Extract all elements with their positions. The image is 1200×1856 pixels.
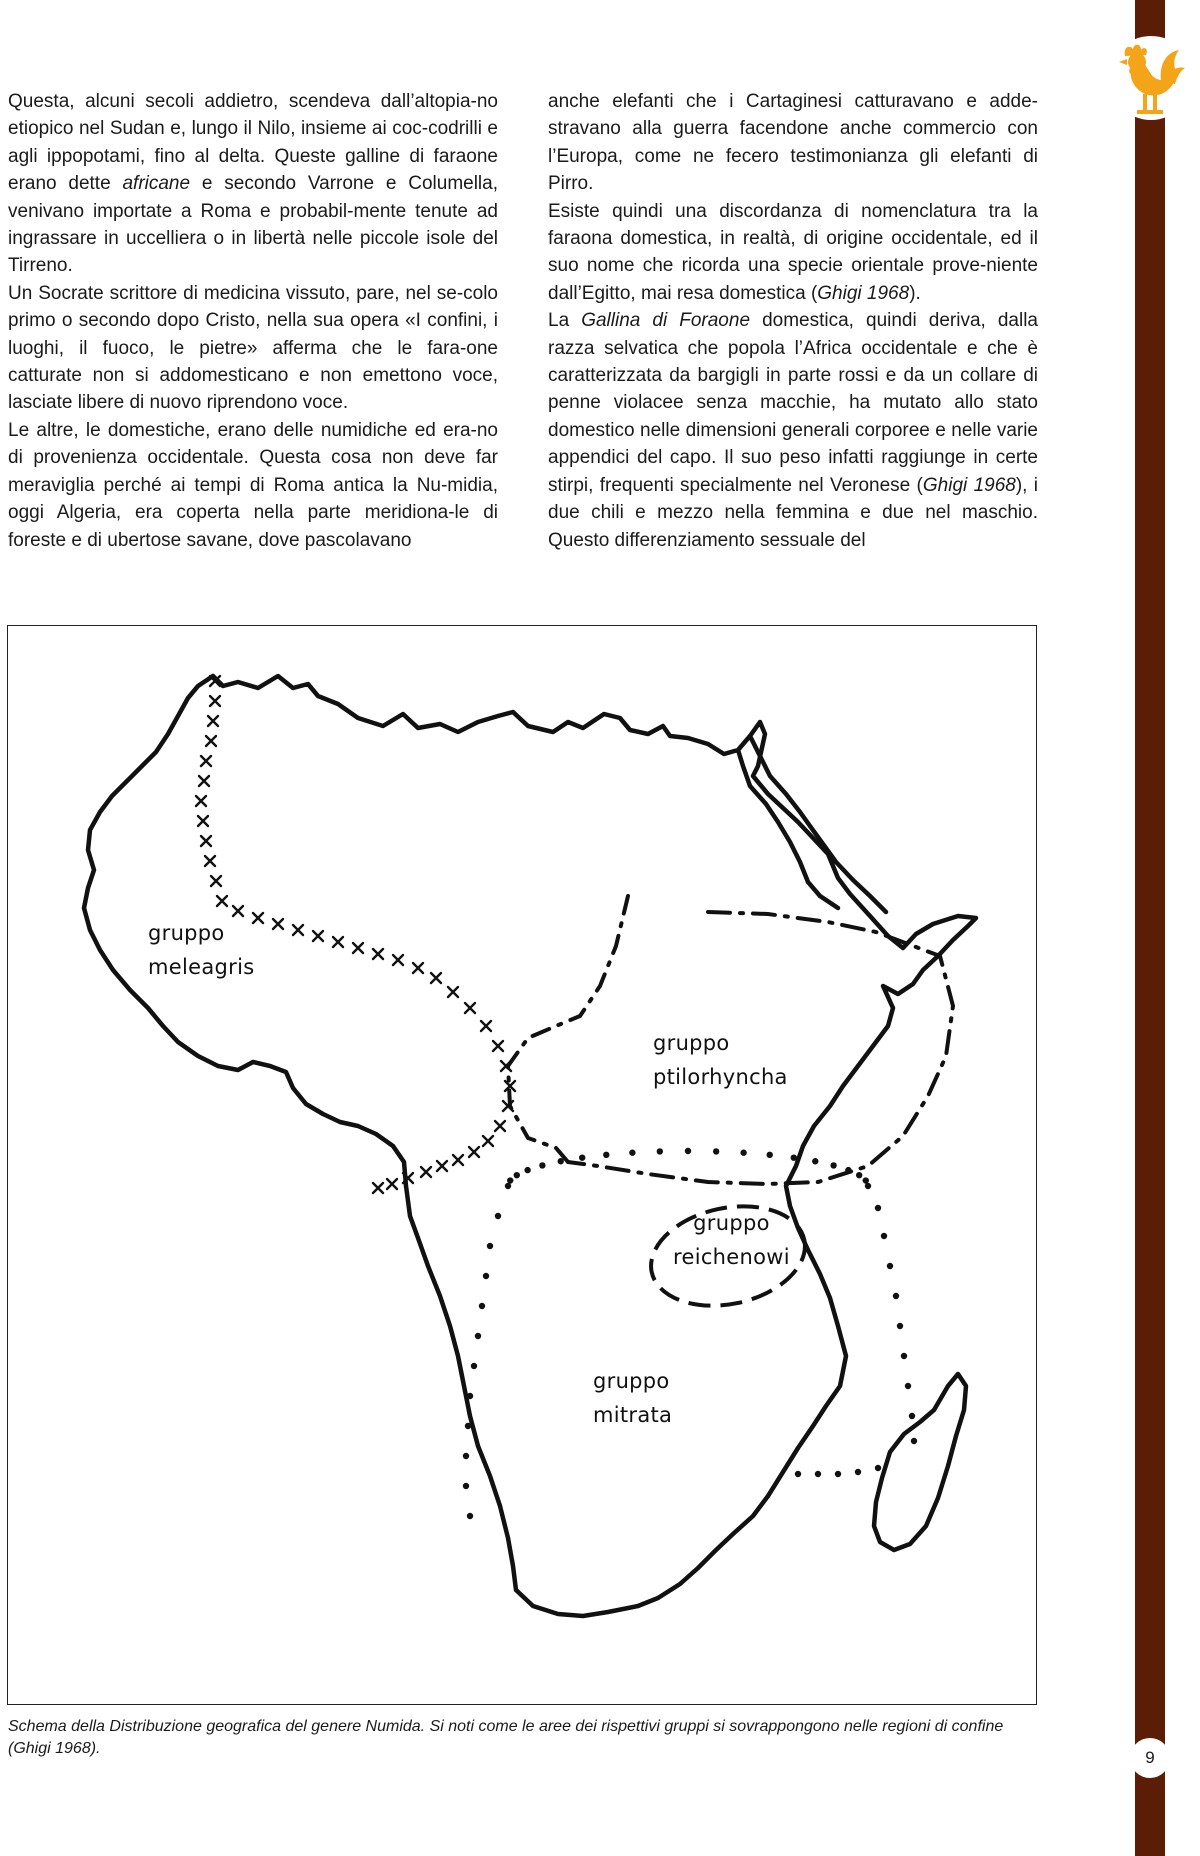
italic-run: Ghigi 1968 <box>817 282 910 304</box>
text-run: domestica, quindi deriva, dalla razza selvatica che popola l’Africa occidentale e che è caratterizzata da bargigli in parte rossi e da un collare di penne violacee senza macchie, ha mutato allo stato domestico nelle dimensioni generali corporee e nelle varie appendici del capo. Il suo peso infatti raggiunge in certe stirpi, frequenti specialmente nel Veronese ( <box>548 310 1038 496</box>
text-run: ). <box>909 282 921 304</box>
cross-mark <box>233 906 243 916</box>
dot-mark <box>713 1148 719 1154</box>
dot-mark <box>467 1393 473 1399</box>
cross-mark <box>393 955 403 965</box>
dot-mark <box>875 1465 881 1471</box>
logo-badge <box>1109 36 1193 120</box>
dot-mark <box>881 1233 887 1239</box>
text-run: Le altre, le domestiche, erano delle numidiche ed era-no di provenienza occidentale. Questa cosa non deve far meraviglia perché ai tempi di Roma antica la Nu-midia, oggi Algeria, era coperta nella parte meridiona-le di foreste e di ubertose savane, dove pascolavano <box>8 419 498 551</box>
dot-mark <box>905 1383 911 1389</box>
label-gruppo-ptilorhyncha: gruppo ptilorhyncha <box>653 1031 788 1089</box>
text-column-left <box>8 88 498 554</box>
text-run: ), i due chili e mezzo nella femmina e due nel maschio. Questo differenziamento sessuale del <box>548 474 1038 551</box>
text-run: Questa, alcuni secoli addietro, scendeva dall’altopia-no etiopico nel Sudan e, lungo il Nilo, insieme ai coc-codrilli e agli ippopotami, fino al delta. Queste galline di faraone erano dette <box>8 91 498 195</box>
dot-mark <box>855 1469 861 1475</box>
cross-mark <box>495 1121 505 1131</box>
cross-mark <box>421 1167 431 1177</box>
dot-mark <box>539 1162 545 1168</box>
cross-mark <box>493 1041 503 1051</box>
dot-mark <box>505 1183 511 1189</box>
cross-mark <box>453 1155 463 1165</box>
dot-mark <box>887 1263 893 1269</box>
page-number: 9 <box>1130 1738 1170 1778</box>
italic-run: Gallina di Foraone <box>581 310 751 332</box>
cross-mark <box>217 896 227 906</box>
cross-mark <box>413 963 423 973</box>
dot-mark <box>767 1152 773 1158</box>
italic-run: africane <box>122 173 191 195</box>
dot-mark <box>791 1154 797 1160</box>
cross-mark <box>293 925 303 935</box>
cross-mark <box>469 1147 479 1157</box>
dot-mark <box>795 1471 801 1477</box>
cross-mark <box>373 949 383 959</box>
dot-mark <box>740 1150 746 1156</box>
dot-mark <box>467 1513 473 1519</box>
dot-mark <box>863 1177 869 1183</box>
dot-mark <box>835 1471 841 1477</box>
rooster-icon <box>1115 40 1187 118</box>
cross-mark <box>448 987 458 997</box>
dot-mark <box>875 1205 881 1211</box>
dot-mark <box>483 1273 489 1279</box>
dot-mark <box>507 1177 513 1183</box>
africa-coastline <box>84 676 976 1616</box>
dot-mark <box>845 1167 851 1173</box>
dot-mark <box>909 1413 915 1419</box>
label-gruppo-mitrata: gruppo mitrata <box>593 1369 673 1427</box>
dot-mark <box>514 1172 520 1178</box>
cross-mark <box>387 1179 397 1189</box>
dot-mark <box>830 1162 836 1168</box>
sidebar-stripe <box>1135 0 1165 1856</box>
cross-mark <box>437 1161 447 1171</box>
figure-caption: Schema della Distribuzione geografica del genere Numida. Si noti come le aree dei rispettivi gruppi si sovrappongono nelle regioni di confine (Ghigi 1968). <box>8 1718 1004 1757</box>
dot-mark <box>865 1183 871 1189</box>
dot-mark <box>911 1438 917 1444</box>
dot-mark <box>579 1154 585 1160</box>
dot-mark <box>465 1423 471 1429</box>
cross-mark <box>481 1021 491 1031</box>
cross-mark <box>431 973 441 983</box>
paragraph <box>548 307 1038 554</box>
dot-mark <box>897 1323 903 1329</box>
cross-mark <box>353 943 363 953</box>
cross-mark <box>205 856 215 866</box>
cross-mark <box>198 816 208 826</box>
dot-mark <box>524 1167 530 1173</box>
mitrata-boundary <box>463 1148 917 1519</box>
text-run: Un Socrate scrittore di medicina vissuto, pare, nel se-colo primo o secondo dopo Cristo, nella sua opera «I confini, i luoghi, il fuoco, le pietre» afferma che le fara-one catturate non si addomesticano e non emettono voce, lasciate libere di nuovo riprendono voce. <box>8 282 498 414</box>
cross-mark <box>483 1136 493 1146</box>
cross-mark <box>208 716 218 726</box>
italic-run: Ghigi 1968 <box>922 474 1016 496</box>
africa-distribution-map <box>7 625 1037 1705</box>
dot-mark <box>901 1353 907 1359</box>
cross-mark <box>210 696 220 706</box>
cross-mark <box>253 913 263 923</box>
madagascar-outline <box>874 1374 966 1550</box>
cross-mark <box>333 937 343 947</box>
dot-mark <box>463 1483 469 1489</box>
text-run: anche elefanti che i Cartaginesi catturavano e adde-stravano alla guerra facendone anche commercio con l’Europa, come ne fecero testimonianza gli elefanti di Pirro. <box>548 91 1038 195</box>
cross-mark <box>196 796 206 806</box>
text-run: Esiste quindi una discordanza di nomenclatura tra la faraona domestica, in realtà, di origine occidentale, ed il suo nome che ricorda una specie orientale prove-niente dall’Egitto, mai resa domestica ( <box>548 200 1038 304</box>
text-run: e secondo Varrone e Columella, venivano importate a Roma e probabil-mente tenute ad ingrassare in uccelliera o in libertà nelle piccole isole del Tirreno. <box>8 173 498 277</box>
dot-mark <box>495 1213 501 1219</box>
cross-mark <box>211 876 221 886</box>
cross-mark <box>273 919 283 929</box>
dot-mark <box>603 1152 609 1158</box>
dot-mark <box>657 1148 663 1154</box>
dot-mark <box>487 1243 493 1249</box>
dot-mark <box>471 1363 477 1369</box>
cross-mark <box>201 836 211 846</box>
text-column-right <box>548 88 1038 554</box>
paragraph <box>548 198 1038 308</box>
dot-mark <box>479 1303 485 1309</box>
dot-mark <box>475 1333 481 1339</box>
dot-mark <box>685 1148 691 1154</box>
cross-mark <box>206 736 216 746</box>
dot-mark <box>893 1293 899 1299</box>
cross-mark <box>199 776 209 786</box>
label-gruppo-reichenowi: gruppo reichenowi <box>673 1211 790 1269</box>
paragraph <box>8 88 498 280</box>
dot-mark <box>629 1150 635 1156</box>
paragraph <box>8 417 498 554</box>
paragraph <box>8 280 498 417</box>
dot-mark <box>558 1158 564 1164</box>
dot-mark <box>856 1172 862 1178</box>
cross-mark <box>313 931 323 941</box>
text-run: La <box>548 310 582 332</box>
paragraph <box>548 88 1038 198</box>
dot-mark <box>812 1158 818 1164</box>
dot-mark <box>463 1453 469 1459</box>
label-gruppo-meleagris: gruppo meleagris <box>148 921 255 979</box>
africa-map-drawing <box>8 626 1038 1706</box>
cross-mark <box>465 1003 475 1013</box>
cross-mark <box>373 1183 383 1193</box>
dot-mark <box>815 1471 821 1477</box>
cross-mark <box>201 756 211 766</box>
